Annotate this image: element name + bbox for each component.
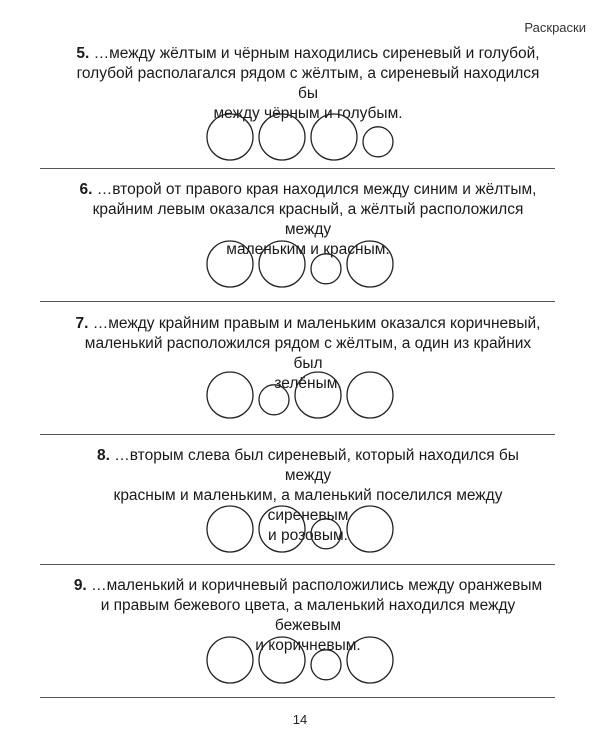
task-number: 8. [97,447,110,464]
task-number: 9. [73,577,87,594]
divider [40,168,555,169]
big-circle [259,506,305,552]
circle-row-svg [0,630,600,690]
circle-row-svg [0,107,600,167]
task-text: …маленький и коричневый расположились между оранжевым [91,577,543,594]
divider [40,697,555,698]
task-text: …второй от правого края находился между синим и жёлтым, [96,181,537,198]
circle-row-svg [0,499,600,559]
circle-row-svg [0,234,600,294]
big-circle [207,506,253,552]
big-circle [207,637,253,683]
task-line: и розовым. [268,527,348,544]
task-line: маленьким и красным. [226,241,390,258]
task-line [72,576,544,596]
task-number: 7. [75,315,89,332]
circle-row [0,630,600,690]
section-header: Раскраски [524,20,586,35]
big-circle [295,372,341,418]
big-circle [259,637,305,683]
task-line [72,446,544,486]
big-circle [347,241,393,287]
big-circle [259,241,305,287]
big-circle [207,114,253,160]
task-line: маленький расположился рядом с жёлтым, а один из крайних был [84,335,532,372]
big-circle [259,114,305,160]
big-circle [347,506,393,552]
task-line: и коричневым. [255,637,361,654]
small-circle [363,127,393,157]
task-line: красным и маленьким, а маленький поселился между сиреневым [113,487,503,524]
task-line: крайним левым оказался красный, а жёлтый расположился между [92,201,524,238]
big-circle [347,637,393,683]
circle-row [0,107,600,167]
circle-row [0,234,600,294]
task-number: 5. [76,45,90,62]
small-circle [259,385,289,415]
task-line [72,180,544,200]
big-circle [347,372,393,418]
task-line: зелёным. [274,375,342,392]
task-line: голубой располагался рядом с жёлтым, а сиреневый находился бы [76,65,540,102]
task-text: …между жёлтым и чёрным находились сиреневый и голубой, [93,45,540,62]
divider [40,434,555,435]
task-number: 6. [79,181,93,198]
divider [40,564,555,565]
circle-row [0,365,600,425]
small-circle [311,254,341,284]
small-circle [311,650,341,680]
page-number: 14 [292,712,308,727]
task-line [72,44,544,64]
big-circle [207,241,253,287]
task-line: и правым бежевого цвета, а маленький находился между бежевым [100,597,516,634]
task-text: …вторым слева был сиреневый, который находился бы между [114,447,519,484]
task-line: между чёрным и голубым. [213,105,403,122]
big-circle [207,372,253,418]
small-circle [311,519,341,549]
big-circle [311,114,357,160]
circle-row [0,499,600,559]
task-line [72,314,544,334]
circle-row-svg [0,365,600,425]
task-text: …между крайним правым и маленьким оказался коричневый, [92,315,541,332]
divider [40,301,555,302]
